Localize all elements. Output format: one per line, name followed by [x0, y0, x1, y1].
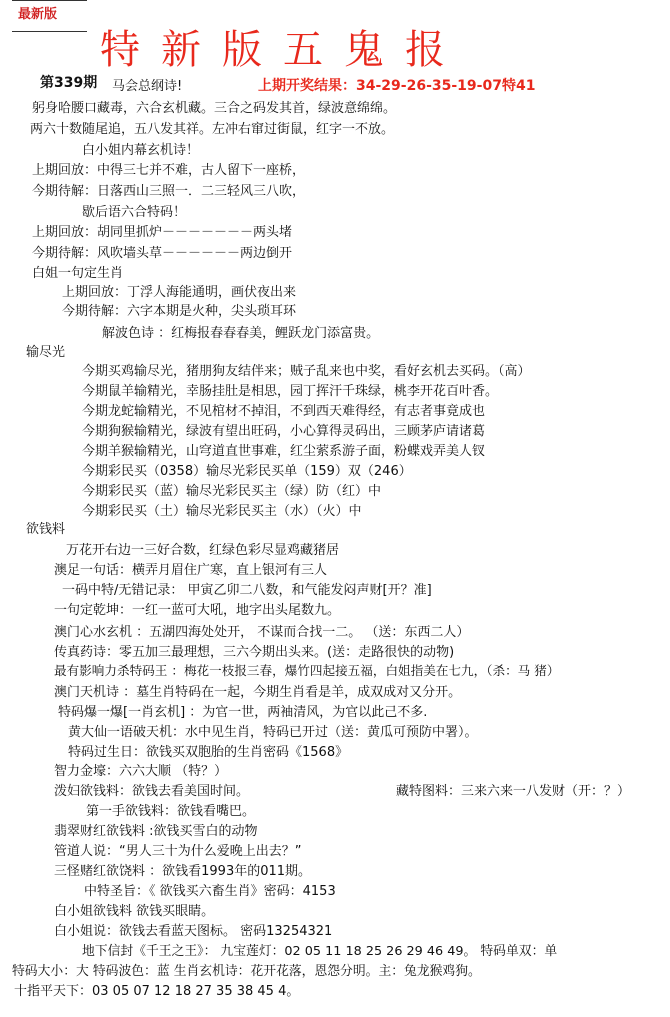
top-rule — [12, 0, 87, 1]
this-period-riddle-2: 今期待解：风吹墙头草－－－－－－两边倒开 — [32, 246, 293, 261]
lose-line-5: 今期羊猴输精光，山穹道直世事难，红尘萦系游子面，粉蝶戏弄美人钗 — [82, 444, 486, 459]
hint-line-8: 澳门天机诗 ：墓生肖特码在一起，今期生肖看是羊，成双成对又分开。 — [54, 685, 462, 700]
hint-line-14: 第一手欲钱料：欲钱看嘴巴。 — [86, 804, 256, 819]
hint-line-16: 管道人说：“男人三十为什么爱晚上出去？” — [54, 844, 302, 859]
poem-line-2: 两六十数随尾追，五八发其祥。左冲右窜过街鼠，红字一不放。 — [30, 122, 395, 137]
last-period-review-1: 上期回放：中得三七并不难，古人留下一座桥， — [32, 163, 306, 178]
section-heading-shujinguang: 输尽光 — [26, 345, 66, 360]
last-period-review-2: 上期回放：胡同里抓炉－－－－－－－两头堵 — [32, 225, 293, 240]
lose-line-3: 今期龙蛇输精光，不见棺材不掉泪，不到西天难得经，有志者事竟成也 — [82, 404, 486, 419]
hint-line-2: 澳足一句话：横弄月眉住广寒，直上银河有三人 — [54, 563, 328, 578]
hint-line-3: 一码中特/无错记录： 甲寅乙卯二八数，和气能发闷声财[开？准] — [62, 583, 432, 598]
hint-line-20: 白小姐说：欲钱去看蓝天图标。 密码13254321 — [54, 924, 333, 939]
section-heading-xiehouyu: 歇后语六合特码！ — [82, 205, 187, 220]
hint-line-6: 传真药诗：零五加三最理想，三六今期出头来。(送：走路很快的动物) — [54, 645, 455, 660]
this-period-riddle-3: 今期待解：六字本期是火种，尖头琐耳环 — [62, 304, 297, 319]
hint-line-7: 最有影响力杀特码王 ：梅花一枝报三春，爆竹四起接五福，白姐指美在七九，（杀：马 猪） — [54, 663, 560, 678]
lose-line-6: 今期彩民买（0358）输尽光彩民买单（159）双（246） — [82, 464, 412, 479]
section-heading-baixiaojie: 白小姐内幕玄机诗！ — [82, 143, 200, 158]
lose-line-1: 今期买鸡输尽光，猪朋狗友结伴来；贼子乱来也中奖，看好玄机去买码。（高） — [82, 364, 531, 379]
hint-line-18: 中特圣旨：《 欲钱买六畜生肖》密码：4153 — [84, 884, 336, 899]
hint-line-13: 泼妇欲钱料：欲钱去看美国时间。 — [54, 784, 250, 799]
color-wave-poem: 解波色诗 ：红梅报春春春美，鲤跃龙门添富贵。 — [102, 326, 380, 341]
hint-line-10: 黄大仙一语破天机：水中见生肖，特码已开过（送：黄瓜可预防中署）。 — [68, 725, 478, 740]
hint-line-4: 一句定乾坤：一红一蓝可大吼，地字出头尾数九。 — [54, 603, 341, 618]
hint-line-11: 特码过生日：欲钱买双胞胎的生肖密码《1568》 — [68, 745, 349, 760]
hint-line-22: 特码大小：大 特码波色：蓝 生肖玄机诗：花开花落，恩怨分明。主：兔龙猴鸡狗。 — [12, 964, 481, 979]
lose-line-4: 今期狗猴输精光，绿波有望出旺码，小心算得灵码出，三顾茅庐请诸葛 — [82, 424, 486, 439]
hint-line-1: 万花开右边一三好合数，红绿色彩尽显鸡藏猪居 — [66, 543, 340, 558]
hint-line-5: 澳门心水玄机 ：五湖四海处处开， 不谋而合找一二。 （送：东西二人） — [54, 625, 470, 640]
hint-line-9: 特码爆一爆[一肖玄机] ：为官一世，两袖清风，为官以此己不多. — [58, 705, 428, 720]
page-title: 特新版五鬼报 — [100, 27, 466, 73]
hint-line-15: 翡翠财红欲钱料 :欲钱买雪白的动物 — [54, 824, 258, 839]
section-heading-yuqianliao: 欲钱料 — [26, 522, 66, 537]
section-heading-baijie: 白姐一句定生肖 — [32, 266, 124, 281]
issue-number: 第339期 — [40, 75, 98, 91]
hint-line-13b: 藏特图料：三来六来一八发财（开：？） — [396, 784, 631, 799]
lose-line-2: 今期鼠羊输精光，幸肠挂肚是相思，园丁挥汗千珠绿，桃李开花百叶香。 — [82, 384, 499, 399]
lose-line-7: 今期彩民买（蓝）输尽光彩民买主（绿）防（红）中 — [82, 484, 382, 499]
hint-line-21: 地下信封《千王之王》： 九宝莲灯：02 05 11 18 25 26 29 46 49。 特码单双：单 — [82, 944, 558, 959]
hint-line-12: 智力金壕：六六大顺 （特？） — [54, 764, 228, 779]
this-period-riddle-1: 今期待解：日落西山三照一．二三轻风三八吹， — [32, 184, 306, 199]
last-period-review-3: 上期回放：丁浮人海能通明，画伏夜出来 — [62, 285, 297, 300]
badge-underline — [12, 31, 87, 32]
poem-label: 马会总纲诗! — [112, 79, 183, 94]
lose-line-8: 今期彩民买（土）输尽光彩民买主（水）（火）中 — [82, 504, 362, 519]
hint-line-19: 白小姐欲钱料 欲钱买眼睛。 — [54, 904, 215, 919]
poem-line-1: 躬身哈腰口藏毒，六合玄机藏。三合之码发其首，绿波意绵绵。 — [32, 101, 397, 116]
hint-line-17: 三怪赌红欲饶料 ：欲钱看1993年的011期。 — [54, 864, 312, 879]
edition-badge: 最新版 — [18, 7, 58, 22]
last-result: 上期开奖结果：34-29-26-35-19-07特41 — [258, 78, 536, 94]
hint-line-23: 十指平天下：03 05 07 12 18 27 35 38 45 4。 — [14, 984, 300, 999]
